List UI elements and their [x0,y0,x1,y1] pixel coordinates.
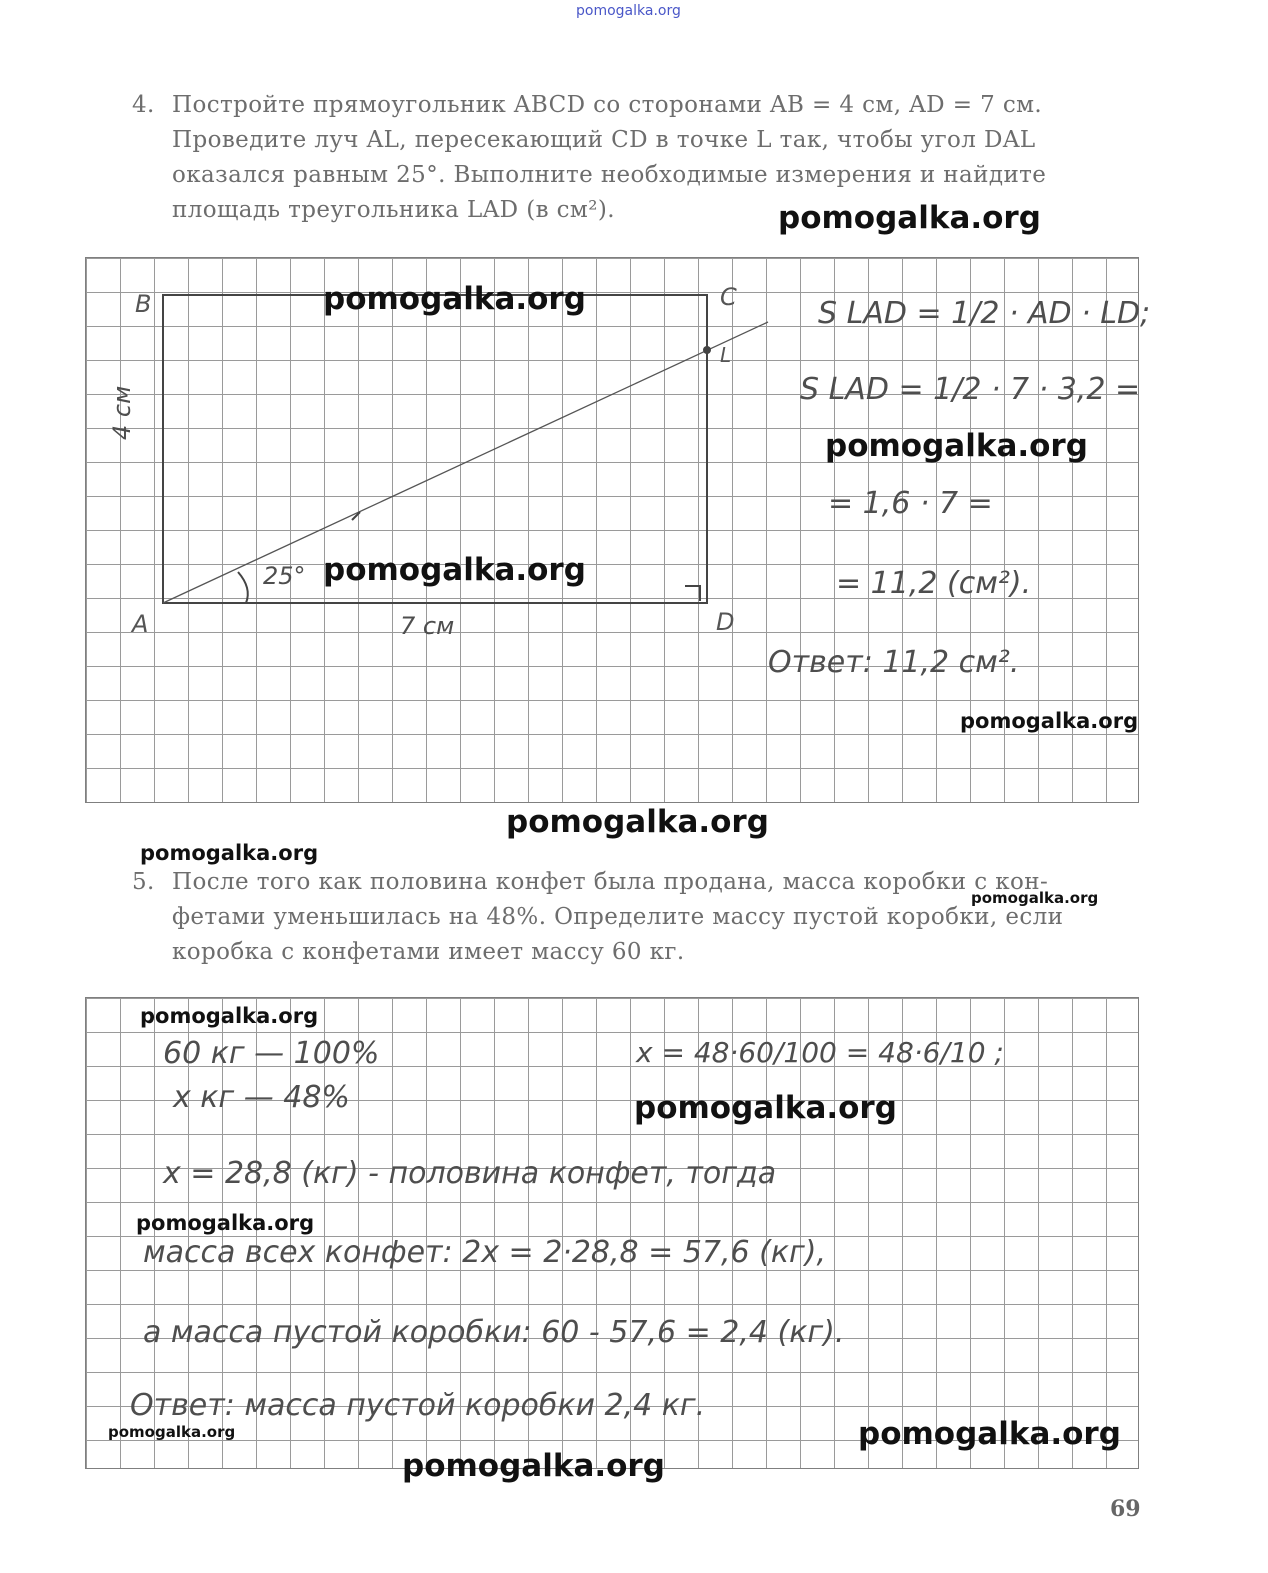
task-4-line-4: площадь треугольника LAD (в см²). [172,197,615,223]
label-a: A [132,610,149,638]
solution-5-formula: x = 48·60/100 = 48·6/10 ; [636,1036,1004,1069]
task-5-line-1: После того как половина конфет была продана, масса коробки с кон- [172,869,1049,895]
label-side-ad: 7 см [400,612,455,640]
task-5-number: 5. [132,869,155,895]
task-5-line-3: коробка с конфетами имеет массу 60 кг. [172,939,685,965]
solution-5-proportion-1: 60 кг — 100% [163,1036,380,1071]
task-5-line-2: фетами уменьшилась на 48%. Определите массу пустой коробки, если [172,904,1064,930]
label-b: B [135,290,152,318]
label-l: L [720,343,732,367]
watermark-3[interactable]: pomogalka.org [825,428,1088,464]
page-number: 69 [1110,1496,1141,1522]
watermark-top[interactable]: pomogalka.org [576,3,681,19]
solution-5-proportion-2: x кг — 48% [173,1080,350,1115]
task-4-line-1: Постройте прямоугольник ABCD со сторонами AB = 4 см, AD = 7 см. [172,92,1043,118]
task-4-line-2: Проведите луч AL, пересекающий CD в точке L так, чтобы угол DAL [172,127,1036,153]
watermark-14[interactable]: pomogalka.org [402,1448,665,1484]
watermark-5[interactable]: pomogalka.org [960,709,1139,733]
watermark-2[interactable]: pomogalka.org [323,281,586,317]
right-angle-mark [685,586,700,601]
solution-4-line-1: S LAD = 1/2 · AD · LD; [818,296,1151,331]
solution-4-line-2: S LAD = 1/2 · 7 · 3,2 = [800,372,1141,407]
point-l [703,346,711,354]
task-5-text [132,865,1142,970]
watermark-12[interactable]: pomogalka.org [108,1423,236,1441]
solution-4-line-3: = 1,6 · 7 = [828,486,993,521]
watermark-7[interactable]: pomogalka.org [140,841,319,865]
label-c: C [720,283,737,311]
solution-4-line-4: = 11,2 (см²). [836,566,1032,601]
label-angle: 25° [263,562,306,590]
watermark-6[interactable]: pomogalka.org [506,804,769,840]
label-side-ab: 4 см [108,385,136,440]
solution-5-line-2: масса всех конфет: 2x = 2·28,8 = 57,6 (кг), [143,1235,826,1270]
watermark-13[interactable]: pomogalka.org [858,1416,1121,1452]
solution-4-answer: Ответ: 11,2 см². [768,645,1020,680]
watermark-11[interactable]: pomogalka.org [136,1211,315,1235]
watermark-1[interactable]: pomogalka.org [778,200,1041,236]
watermark-8[interactable]: pomogalka.org [971,889,1099,907]
watermark-9[interactable]: pomogalka.org [140,1004,319,1028]
watermark-4[interactable]: pomogalka.org [323,552,586,588]
task-4-number: 4. [132,92,155,118]
task-4-line-3: оказался равным 25°. Выполните необходимые измерения и найдите [172,162,1047,188]
solution-5-line-3: а масса пустой коробки: 60 - 57,6 = 2,4 (кг). [143,1315,845,1350]
angle-arc [238,572,248,603]
watermark-10[interactable]: pomogalka.org [634,1090,897,1126]
label-d: D [716,608,735,636]
solution-5-answer: Ответ: масса пустой коробки 2,4 кг. [130,1388,706,1423]
solution-5-line-1: x = 28,8 (кг) - половина конфет, тогда [163,1156,777,1191]
